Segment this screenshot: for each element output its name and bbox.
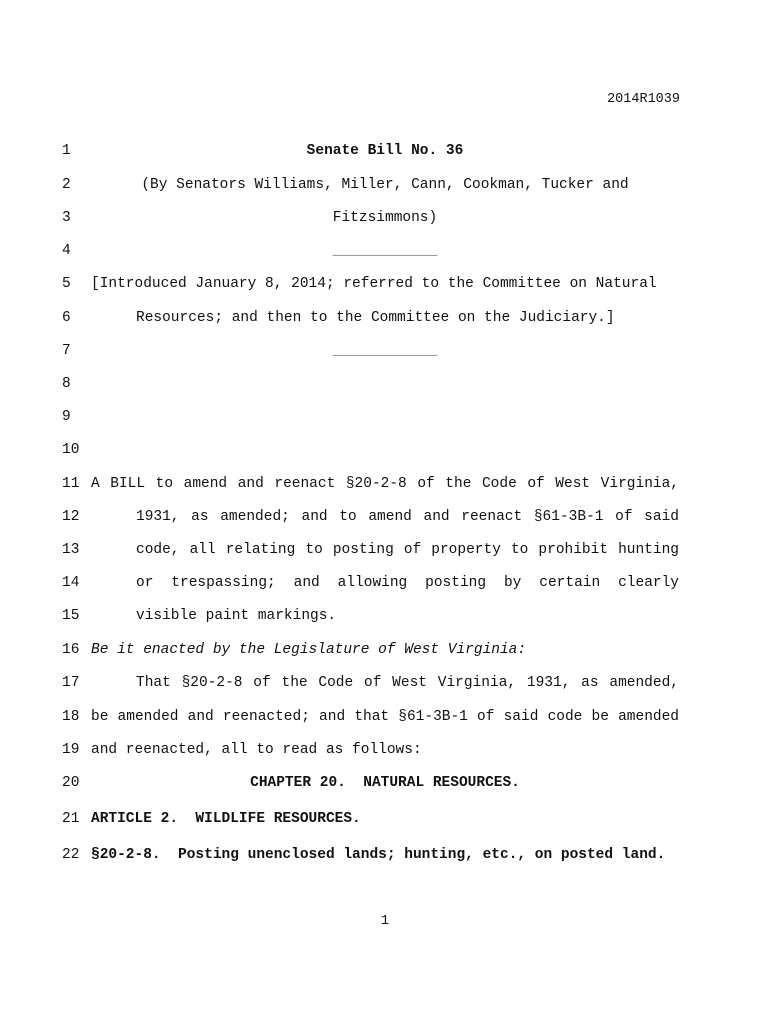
sponsors-line-2: Fitzsimmons) (332, 210, 438, 226)
body-line-2: be amended and reenacted; and that §61-3B-1 of said code be amended (91, 709, 679, 725)
line-1 (0, 141, 770, 161)
bill-line-3: code, all relating to posting of property to prohibit hunting (136, 542, 679, 558)
enacting-clause: Be it enacted by the Legislature of West Virginia: (91, 642, 527, 658)
body-line-1: That §20-2-8 of the Code of West Virginia, 1931, as amended, (136, 675, 679, 691)
separator-rule: ____________ (332, 243, 438, 259)
article-heading: ARTICLE 2. WILDLIFE RESOURCES. (91, 811, 361, 827)
line-number: 9 (62, 409, 71, 425)
line-number: 19 (62, 742, 80, 758)
line-number: 6 (62, 310, 71, 326)
line-3 (0, 208, 770, 228)
bill-line-5: visible paint markings. (136, 608, 337, 624)
line-number: 15 (62, 608, 80, 624)
line-4 (0, 241, 770, 261)
introduced-line-2: Resources; and then to the Committee on the Judiciary.] (136, 310, 615, 326)
page-number: 1 (380, 913, 390, 929)
line-8 (0, 374, 770, 394)
section-heading: §20-2-8. Posting unenclosed lands; hunting, etc., on posted land. (91, 847, 666, 863)
line-19 (0, 740, 770, 760)
line-22 (0, 845, 770, 865)
line-18 (0, 707, 770, 727)
line-12 (0, 507, 770, 527)
line-13 (0, 540, 770, 560)
line-number: 7 (62, 343, 71, 359)
bill-line-1: A BILL to amend and reenact §20-2-8 of the Code of West Virginia, (91, 476, 679, 492)
line-number: 21 (62, 811, 80, 827)
line-11 (0, 474, 770, 494)
line-number: 20 (62, 775, 80, 791)
line-number: 4 (62, 243, 71, 259)
separator-rule: ____________ (332, 343, 438, 359)
sponsors-line-1: (By Senators Williams, Miller, Cann, Cookman, Tucker and (141, 177, 629, 193)
line-10 (0, 440, 770, 460)
line-2 (0, 175, 770, 195)
line-7 (0, 341, 770, 361)
line-number: 11 (62, 476, 80, 492)
body-line-3: and reenacted, all to read as follows: (91, 742, 422, 758)
line-number: 17 (62, 675, 80, 691)
line-number: 13 (62, 542, 80, 558)
line-number: 2 (62, 177, 71, 193)
introduced-line-1: [Introduced January 8, 2014; referred to the Committee on Natural (91, 276, 657, 292)
chapter-heading: CHAPTER 20. NATURAL RESOURCES. (250, 775, 520, 791)
line-number: 18 (62, 709, 80, 725)
line-15 (0, 606, 770, 626)
line-21 (0, 809, 770, 829)
bill-title: Senate Bill No. 36 (306, 143, 464, 159)
line-14 (0, 573, 770, 593)
line-number: 1 (62, 143, 71, 159)
line-number: 16 (62, 642, 80, 658)
line-17 (0, 673, 770, 693)
line-number: 5 (62, 276, 71, 292)
document-id: 2014R1039 (607, 92, 680, 107)
line-number: 10 (62, 442, 80, 458)
line-number: 12 (62, 509, 80, 525)
line-9 (0, 407, 770, 427)
line-number: 3 (62, 210, 71, 226)
line-number: 8 (62, 376, 71, 392)
line-16 (0, 640, 770, 660)
bill-line-4: or trespassing; and allowing posting by certain clearly (136, 575, 679, 591)
line-number: 22 (62, 847, 80, 863)
line-number: 14 (62, 575, 80, 591)
line-20 (0, 773, 770, 793)
line-6 (0, 308, 770, 328)
bill-line-2: 1931, as amended; and to amend and reenact §61-3B-1 of said (136, 509, 679, 525)
line-5 (0, 274, 770, 294)
